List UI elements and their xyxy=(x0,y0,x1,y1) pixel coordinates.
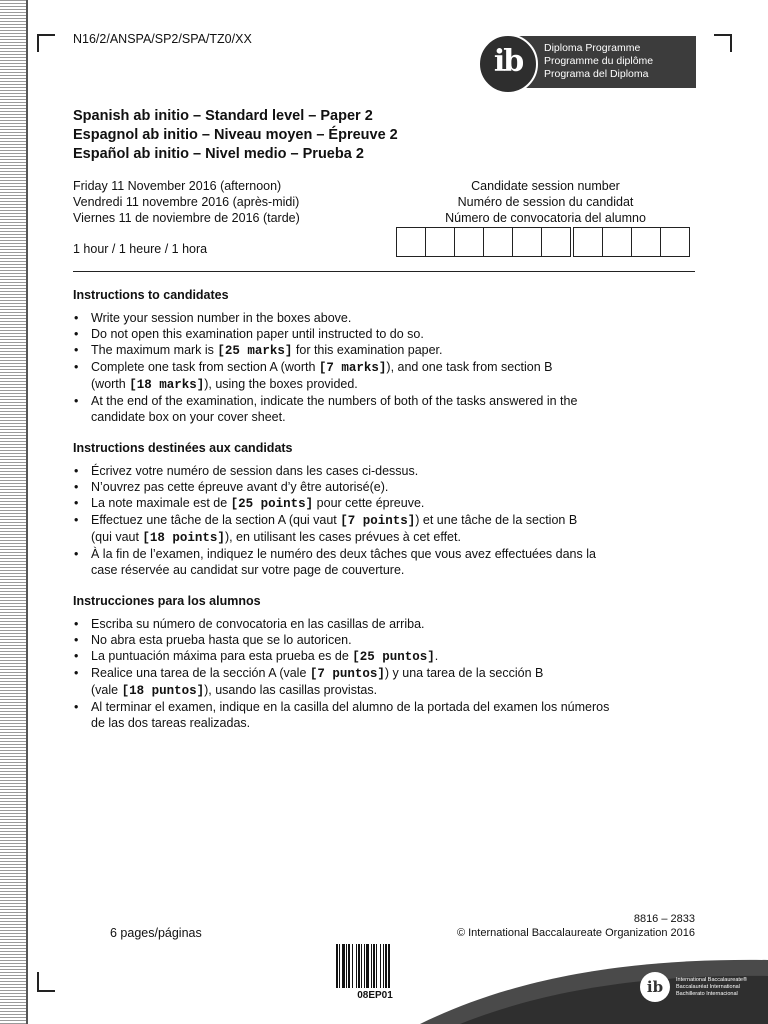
paper-code: N16/2/ANSPA/SP2/SPA/TZ0/XX xyxy=(73,32,252,46)
instruction-item: • The maximum mark is [25 marks] for this examination paper. xyxy=(73,342,693,359)
barcode-bar xyxy=(342,944,345,988)
logo-line-fr: Programme du diplôme xyxy=(544,55,654,67)
csn-label-en: Candidate session number xyxy=(471,179,620,193)
instruction-item: • Complete one task from section A (worth [7 marks]), and one task from section B (worth [18 marks]), using the boxes provided. xyxy=(73,359,693,393)
barcode-bar xyxy=(385,944,387,988)
title-en: Spanish ab initio – Standard level – Paper 2 xyxy=(73,108,373,124)
header-divider xyxy=(73,271,695,272)
barcode-bar xyxy=(352,944,353,988)
binding-margin-hatch xyxy=(0,0,28,1024)
instruction-item: • Escriba su número de convocatoria en las casillas de arriba. xyxy=(73,616,693,632)
ibo-line-fr: Baccalauréat International xyxy=(676,984,740,990)
instruction-item: • No abra esta prueba hasta que se lo autoricen. xyxy=(73,632,693,648)
instruction-item: • Effectuez une tâche de la section A (qui vaut [7 points]) et une tâche de la section B (qui vaut [18 points]), en utilisant les cases prévues à cet effet. xyxy=(73,512,693,546)
instruction-item: • Écrivez votre numéro de session dans les cases ci-dessus. xyxy=(73,463,693,479)
barcode-number: 08EP01 xyxy=(357,990,393,1001)
ib-seal-icon: ib xyxy=(640,972,670,1002)
ib-seal-icon: ib xyxy=(478,34,538,94)
instruction-item: • At the end of the examination, indicate the numbers of both of the tasks answered in the candidate box on your cover sheet. xyxy=(73,393,693,425)
barcode-bar xyxy=(366,944,369,988)
session-digit-box[interactable] xyxy=(512,227,542,257)
logo-text xyxy=(544,42,653,81)
barcode-bar xyxy=(356,944,357,988)
copyright: © International Baccalaureate Organization 2016 xyxy=(456,927,695,939)
barcode-bar xyxy=(388,944,390,988)
barcode-bar xyxy=(383,944,384,988)
candidate-session-label xyxy=(398,178,693,226)
session-digit-box[interactable] xyxy=(602,227,632,257)
instruction-item: • N’ouvrez pas cette épreuve avant d’y être autorisé(e). xyxy=(73,479,693,495)
session-digit-box[interactable] xyxy=(454,227,484,257)
diploma-programme-logo xyxy=(478,36,696,88)
exam-date xyxy=(73,178,300,226)
ibo-line-en: International Baccalaureate® xyxy=(676,977,748,983)
page-count: 6 pages/páginas xyxy=(110,926,202,940)
ibo-line-es: Bachillerato Internacional xyxy=(676,991,738,997)
session-digit-box[interactable] xyxy=(425,227,455,257)
paper-title xyxy=(73,107,398,164)
barcode xyxy=(335,944,415,988)
session-digit-box[interactable] xyxy=(631,227,661,257)
barcode-bar xyxy=(361,944,362,988)
barcode-bar xyxy=(376,944,377,988)
session-digit-box[interactable] xyxy=(573,227,603,257)
date-fr: Vendredi 11 novembre 2016 (après-midi) xyxy=(73,195,300,209)
title-fr: Espagnol ab initio – Niveau moyen – Épreuve 2 xyxy=(73,127,398,143)
title-es: Español ab initio – Nivel medio – Prueba 2 xyxy=(73,146,364,162)
logo-line-en: Diploma Programme xyxy=(544,42,641,54)
session-number-boxes xyxy=(397,227,690,257)
barcode-bar xyxy=(346,944,347,988)
session-digit-box[interactable] xyxy=(483,227,513,257)
section-heading: Instructions destinées aux candidats xyxy=(73,441,293,455)
date-en: Friday 11 November 2016 (afternoon) xyxy=(73,179,282,193)
barcode-bar xyxy=(371,944,372,988)
logo-line-es: Programa del Diploma xyxy=(544,68,649,80)
barcode-bar xyxy=(358,944,360,988)
barcode-bar xyxy=(380,944,381,988)
instruction-item: • À la fin de l’examen, indiquez le numéro des deux tâches que vous avez effectuées dans la case réservée au candidat sur votre page de couverture. xyxy=(73,546,693,578)
barcode-bar xyxy=(348,944,350,988)
barcode-bar xyxy=(373,944,375,988)
ibo-logo-text xyxy=(676,977,747,998)
instructions-spanish xyxy=(73,593,693,731)
crop-mark-top-left xyxy=(37,34,55,52)
csn-label-fr: Numéro de session du candidat xyxy=(457,195,634,209)
instruction-item: • La note maximale est de [25 points] pour cette épreuve. xyxy=(73,495,693,512)
crop-mark-top-right xyxy=(714,34,732,52)
document-number: 8816 – 2833 xyxy=(633,913,695,925)
date-es: Viernes 11 de noviembre de 2016 (tarde) xyxy=(73,211,300,225)
instruction-item: • Do not open this examination paper until instructed to do so. xyxy=(73,326,693,342)
instruction-item: • La puntuación máxima para esta prueba es de [25 puntos]. xyxy=(73,648,693,665)
section-heading: Instructions to candidates xyxy=(73,288,229,302)
instruction-item: • Realice una tarea de la sección A (vale [7 puntos]) y una tarea de la sección B (vale [18 puntos]), usando las casillas provistas. xyxy=(73,665,693,699)
crop-mark-bottom-left xyxy=(37,972,55,992)
exam-duration: 1 hour / 1 heure / 1 hora xyxy=(73,242,208,256)
section-heading: Instrucciones para los alumnos xyxy=(73,594,261,608)
barcode-bar xyxy=(364,944,365,988)
instructions-english xyxy=(73,287,693,425)
instructions-french xyxy=(73,440,693,578)
session-digit-box[interactable] xyxy=(541,227,571,257)
instruction-item: • Write your session number in the boxes above. xyxy=(73,310,693,326)
barcode-bar xyxy=(339,944,340,988)
session-digit-box[interactable] xyxy=(660,227,690,257)
barcode-bar xyxy=(336,944,338,988)
csn-label-es: Número de convocatoria del alumno xyxy=(445,211,646,225)
session-digit-box[interactable] xyxy=(396,227,426,257)
instruction-item: • Al terminar el examen, indique en la casilla del alumno de la portada del examen los números de las dos tareas realizadas. xyxy=(73,699,693,731)
